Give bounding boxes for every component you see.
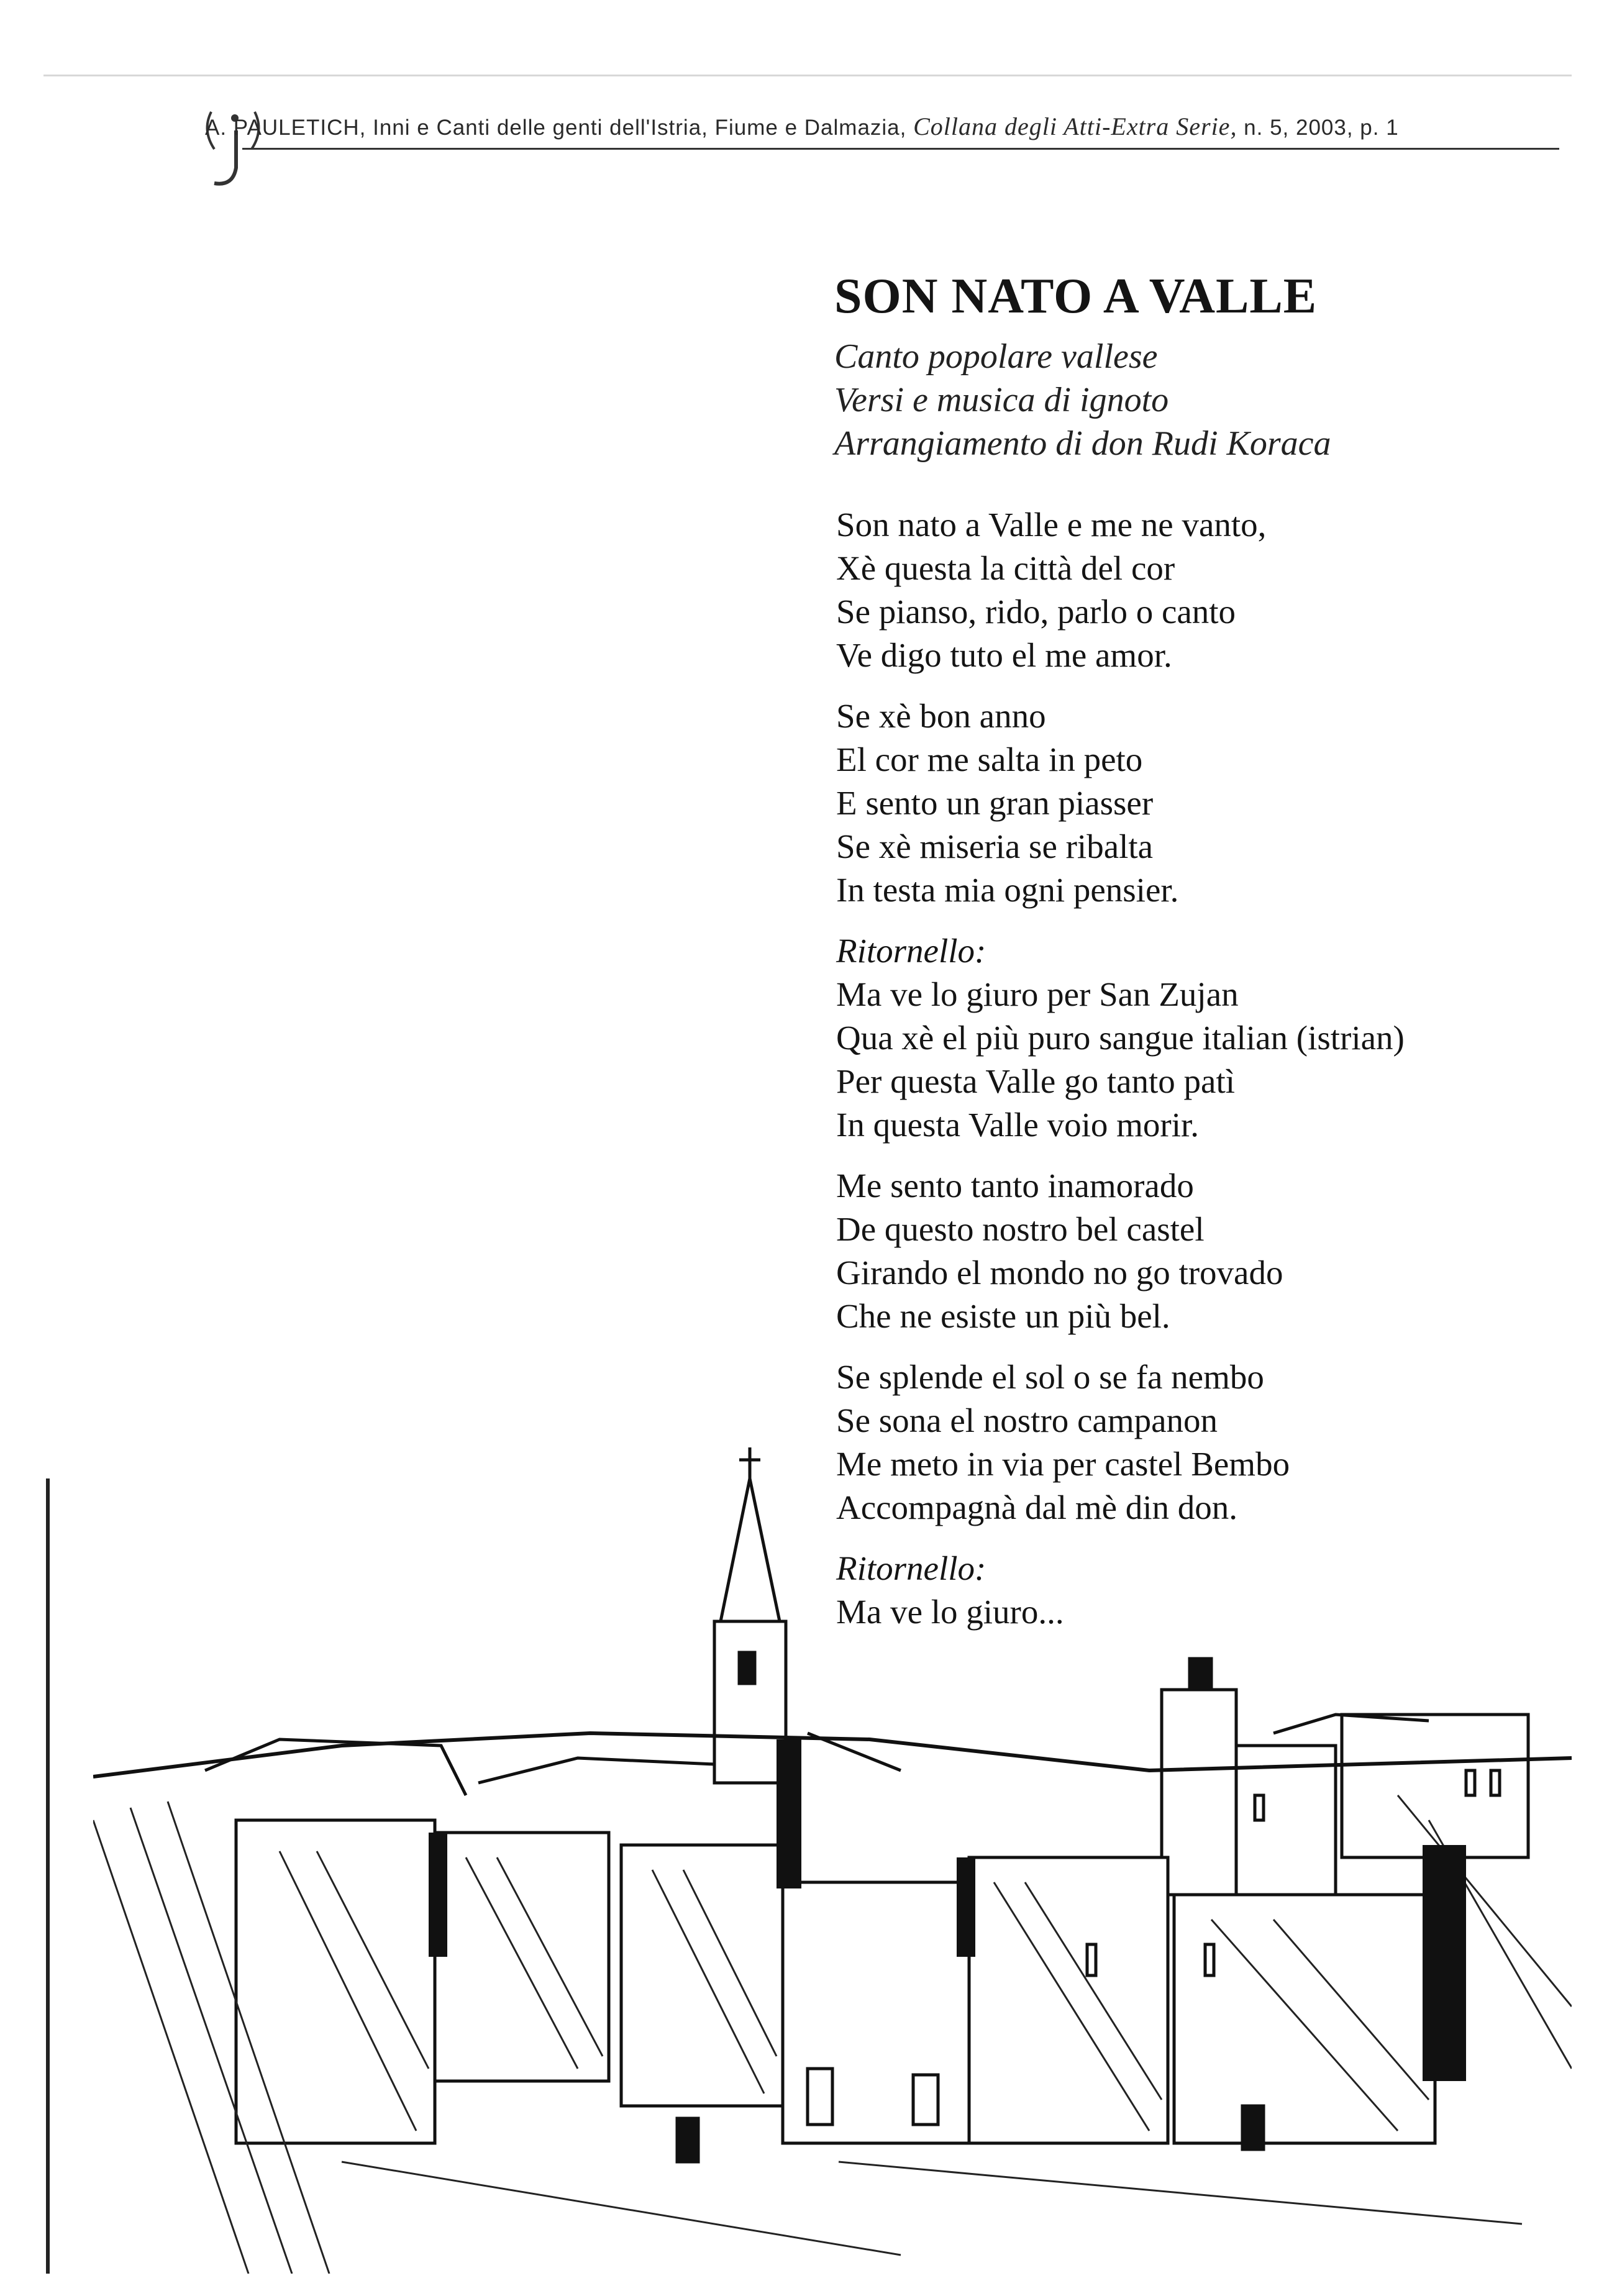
header-rule bbox=[242, 148, 1559, 150]
verse-line: Se xè miseria se ribalta bbox=[836, 827, 1154, 865]
verse-line: Me meto in via per castel Bembo bbox=[836, 1445, 1290, 1483]
verse-line: Ve digo tuto el me amor. bbox=[836, 636, 1172, 674]
town-sketch-illustration bbox=[93, 1447, 1572, 2274]
verse-line: In testa mia ogni pensier. bbox=[836, 871, 1179, 909]
verse-line: Accompagnà dal mè din don. bbox=[836, 1488, 1238, 1526]
scan-edge bbox=[46, 1478, 50, 2274]
verse-line: Per questa Valle go tanto patì bbox=[836, 1062, 1236, 1100]
verse-line: El cor me salta in peto bbox=[836, 740, 1143, 778]
verse-line: E sento un gran piasser bbox=[836, 784, 1154, 822]
header-book: Inni e Canti delle genti dell'Istria, Fiume e Dalmazia, bbox=[373, 116, 907, 140]
verse-line: Me sento tanto inamorado bbox=[836, 1167, 1194, 1205]
stanza bbox=[836, 695, 1582, 912]
refrain-label: Ritornello: bbox=[836, 1549, 986, 1587]
verse-line: Se splende el sol o se fa nembo bbox=[836, 1358, 1264, 1396]
verse-line: Son nato a Valle e me ne vanto, bbox=[836, 506, 1267, 544]
refrain-label: Ritornello: bbox=[836, 932, 986, 970]
header-issue: n. 5, 2003, p. 1 bbox=[1244, 116, 1399, 140]
stanza bbox=[836, 1164, 1582, 1338]
verse-line: Ma ve lo giuro... bbox=[836, 1593, 1064, 1631]
verse-line: Che ne esiste un più bel. bbox=[836, 1297, 1170, 1335]
verse-line: De questo nostro bel castel bbox=[836, 1210, 1205, 1248]
stanza bbox=[836, 503, 1582, 677]
song-subtitle-author: Versi e musica di ignoto bbox=[834, 381, 1169, 419]
stanza bbox=[836, 929, 1582, 1147]
verse-line: Ma ve lo giuro per San Zujan bbox=[836, 975, 1239, 1013]
header-author: A. PAULETICH, bbox=[205, 116, 367, 140]
verse-line: Se pianso, rido, parlo o canto bbox=[836, 593, 1236, 631]
song-subtitle-genre: Canto popolare vallese bbox=[834, 337, 1158, 376]
verse-line: Se sona el nostro campanon bbox=[836, 1401, 1218, 1439]
verse-line: Xè questa la città del cor bbox=[836, 549, 1175, 587]
verse-line: Se xè bon anno bbox=[836, 697, 1046, 735]
song-subtitle-arranger: Arrangiamento di don Rudi Koraca bbox=[834, 424, 1331, 463]
header-series: Collana degli Atti-Extra Serie, bbox=[913, 112, 1237, 140]
song-title: SON NATO A VALLE bbox=[834, 269, 1318, 324]
running-header bbox=[205, 112, 1559, 141]
verse-line: In questa Valle voio morir. bbox=[836, 1106, 1200, 1144]
verse-line: Girando el mondo no go trovado bbox=[836, 1254, 1283, 1292]
verse-line: Qua xè el più puro sangue italian (istrian) bbox=[836, 1019, 1405, 1057]
